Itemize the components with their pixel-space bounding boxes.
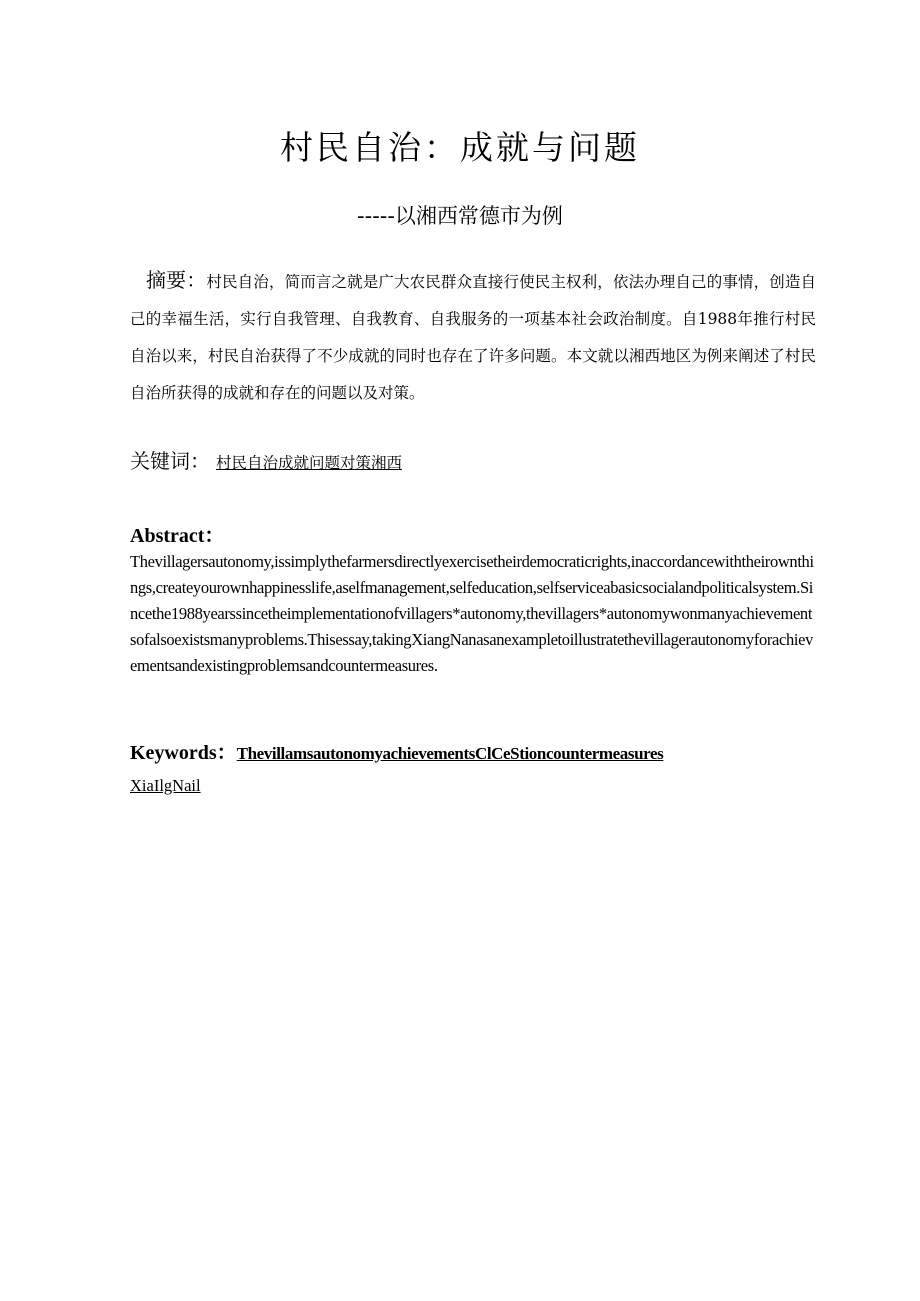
keywords-en-value: ThevillamsautonomyachievementsClCeStioncountermeasures	[236, 744, 664, 763]
document-title: 村民自治：成就与问题	[280, 128, 640, 167]
document-subtitle: -----以湘西常德市为例	[357, 204, 563, 228]
keywords-en-line2: XiaIlgNail	[130, 776, 201, 795]
keywords-en-label: Keywords：	[130, 742, 237, 764]
abstract-cn-text: 村民自治，简而言之就是广大农民群众直接行使民主权利，依法办理自己的事情，创造自己的幸福生活，实行自我管理、自我教育、自我服务的一项基本社会政治制度。自1988年推行村民自治以来，村民自治获得了不少成就的同时也存在了许多问题。本文就以湘西地区为例来阐述了村民自治所获得的成就和存在的问题以及对策。	[130, 273, 816, 402]
keywords-cn	[130, 445, 402, 474]
keywords-cn-label: 关键词：	[130, 449, 210, 473]
keywords-en	[130, 736, 816, 765]
abstract-en-text: Thevillagersautonomy,issimplythefarmersdirectlyexercisetheirdemocraticrights,inaccordancewiththeirownthings,createyourownhappinesslife,aselfmanagement,selfeducation,selfserviceabasicsocialandpoliticalsystem.Sincethe1988yearssincetheimplementationofvillagers*autonomy,thevillagers*autonomywonmanyachievementsofalsoexistsmanyproblems.Thisessay,takingXiangNanasanexampletoillustratethevillagerautonomyforachievementsandexistingproblemsandcountermeasures.	[130, 552, 814, 675]
keywords-cn-value: 村民自治成就问题对策湘西	[216, 454, 403, 472]
abstract-en-heading: Abstract：	[130, 525, 225, 547]
abstract-cn-label: 摘要：	[146, 268, 207, 292]
abstract-cn	[130, 262, 816, 412]
